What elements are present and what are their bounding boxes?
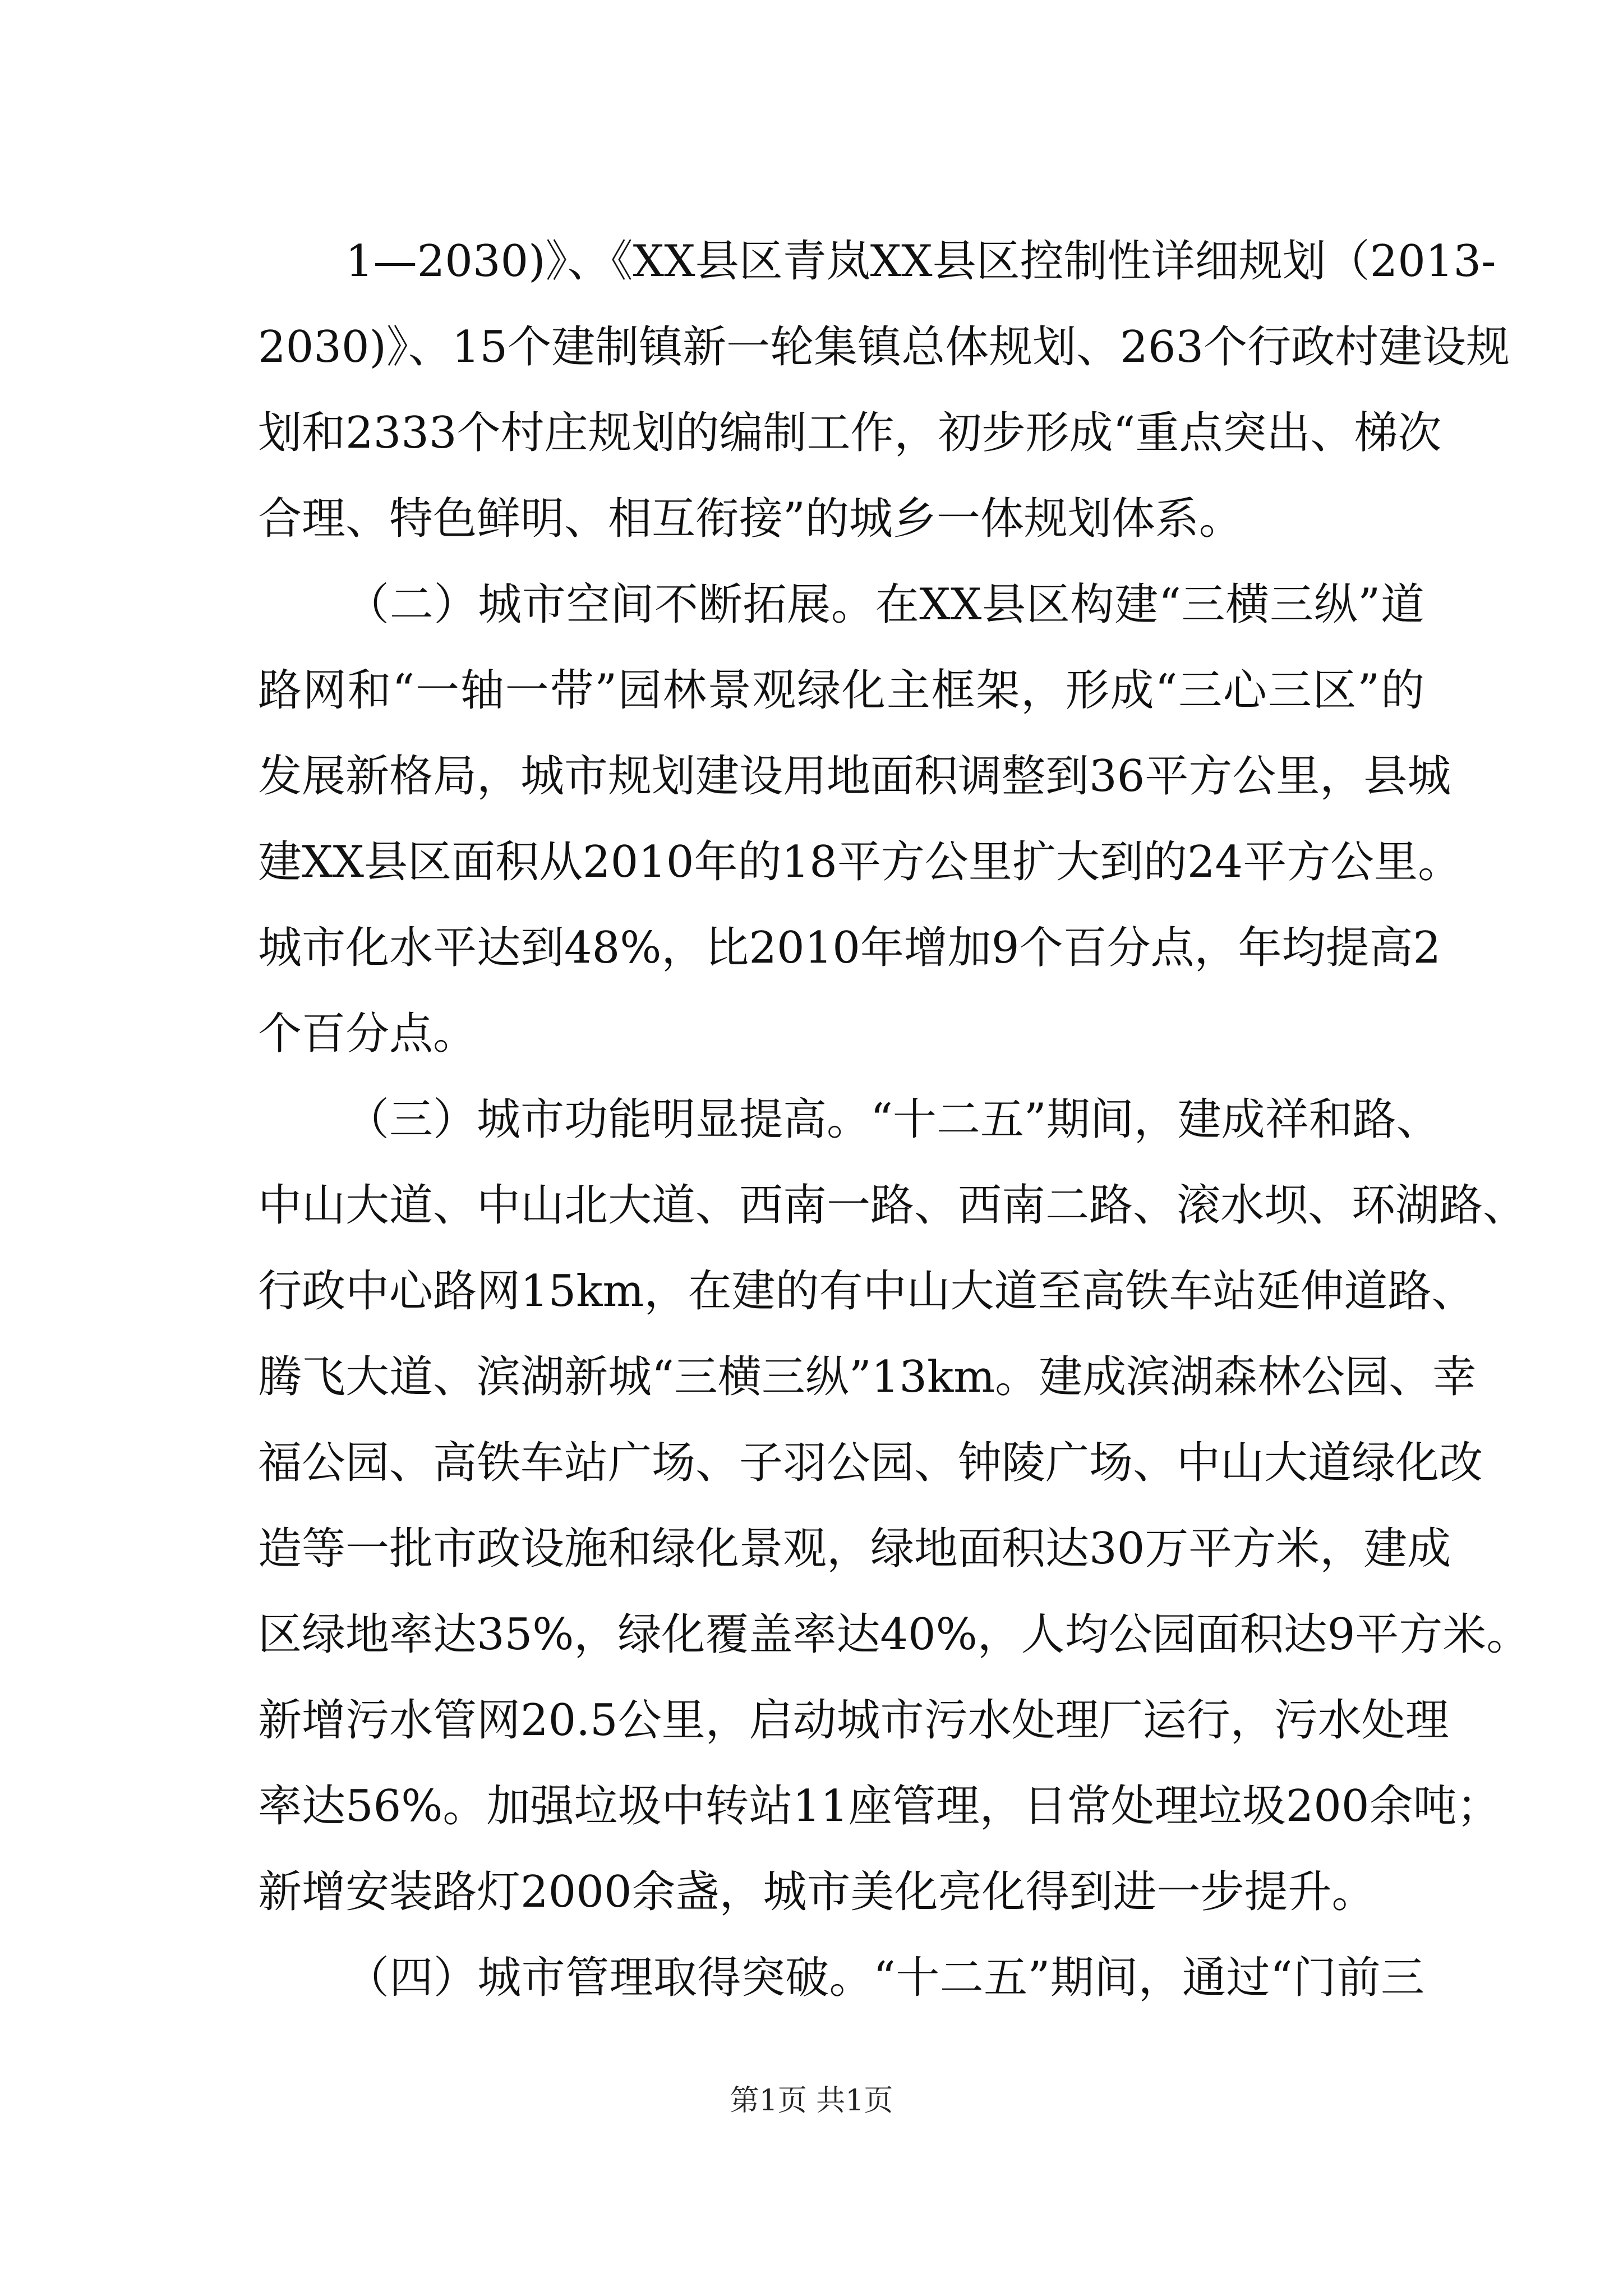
text-line: 1—2030)》、《XX县区青岚XX县区控制性详细规划（2013-	[345, 236, 1496, 287]
text-line: 造等一批市政设施和绿化景观，绿地面积达30万平方米，建成	[258, 1524, 1451, 1574]
text-line: （三）城市功能明显提高。“十二五”期间，建成祥和路、	[345, 1094, 1440, 1145]
text-line: 城市化水平达到48%，比2010年增加9个百分点，年均提高2	[258, 923, 1441, 973]
page-footer: 第1页 共1页	[730, 2084, 893, 2118]
text-line: 中山大道、中山北大道、西南一路、西南二路、滚水坝、环湖路、	[258, 1180, 1527, 1231]
text-line: 划和2333个村庄规划的编制工作，初步形成“重点突出、梯次	[258, 408, 1442, 458]
text-line: 建XX县区面积从2010年的18平方公里扩大到的24平方公里。	[258, 837, 1462, 887]
text-line: 区绿地率达35%，绿化覆盖率达40%，人均公园面积达9平方米。	[258, 1609, 1530, 1660]
text-line: 合理、特色鲜明、相互衔接”的城乡一体规划体系。	[258, 494, 1243, 544]
text-line: 行政中心路网15km，在建的有中山大道至高铁车站延伸道路、	[258, 1266, 1476, 1317]
text-line: （二）城市空间不断拓展。在XX县区构建“三横三纵”道	[345, 579, 1424, 630]
text-line: 路网和“一轴一带”园林景观绿化主框架，形成“三心三区”的	[258, 665, 1424, 716]
body-text	[258, 219, 1530, 2021]
text-line: 福公园、高铁车站广场、子羽公园、钟陵广场、中山大道绿化改	[258, 1438, 1483, 1488]
text-line: 2030)》、15个建制镇新一轮集镇总体规划、263个行政村建设规	[258, 322, 1510, 372]
text-line: （四）城市管理取得突破。“十二五”期间，通过“门前三	[345, 1953, 1424, 2003]
text-line: 发展新格局，城市规划建设用地面积调整到36平方公里，县城	[258, 751, 1451, 802]
text-line: 新增污水管网20.5公里，启动城市污水处理厂运行，污水处理	[258, 1695, 1449, 1746]
text-line: 个百分点。	[258, 1009, 477, 1059]
text-line: 腾飞大道、滨湖新城“三横三纵”13km。建成滨湖森林公园、幸	[258, 1352, 1477, 1402]
text-line: 率达56%。加强垃圾中转站11座管理，日常处理垃圾200余吨；	[258, 1781, 1501, 1832]
text-line: 新增安装路灯2000余盏，城市美化亮化得到进一步提升。	[258, 1867, 1376, 1917]
